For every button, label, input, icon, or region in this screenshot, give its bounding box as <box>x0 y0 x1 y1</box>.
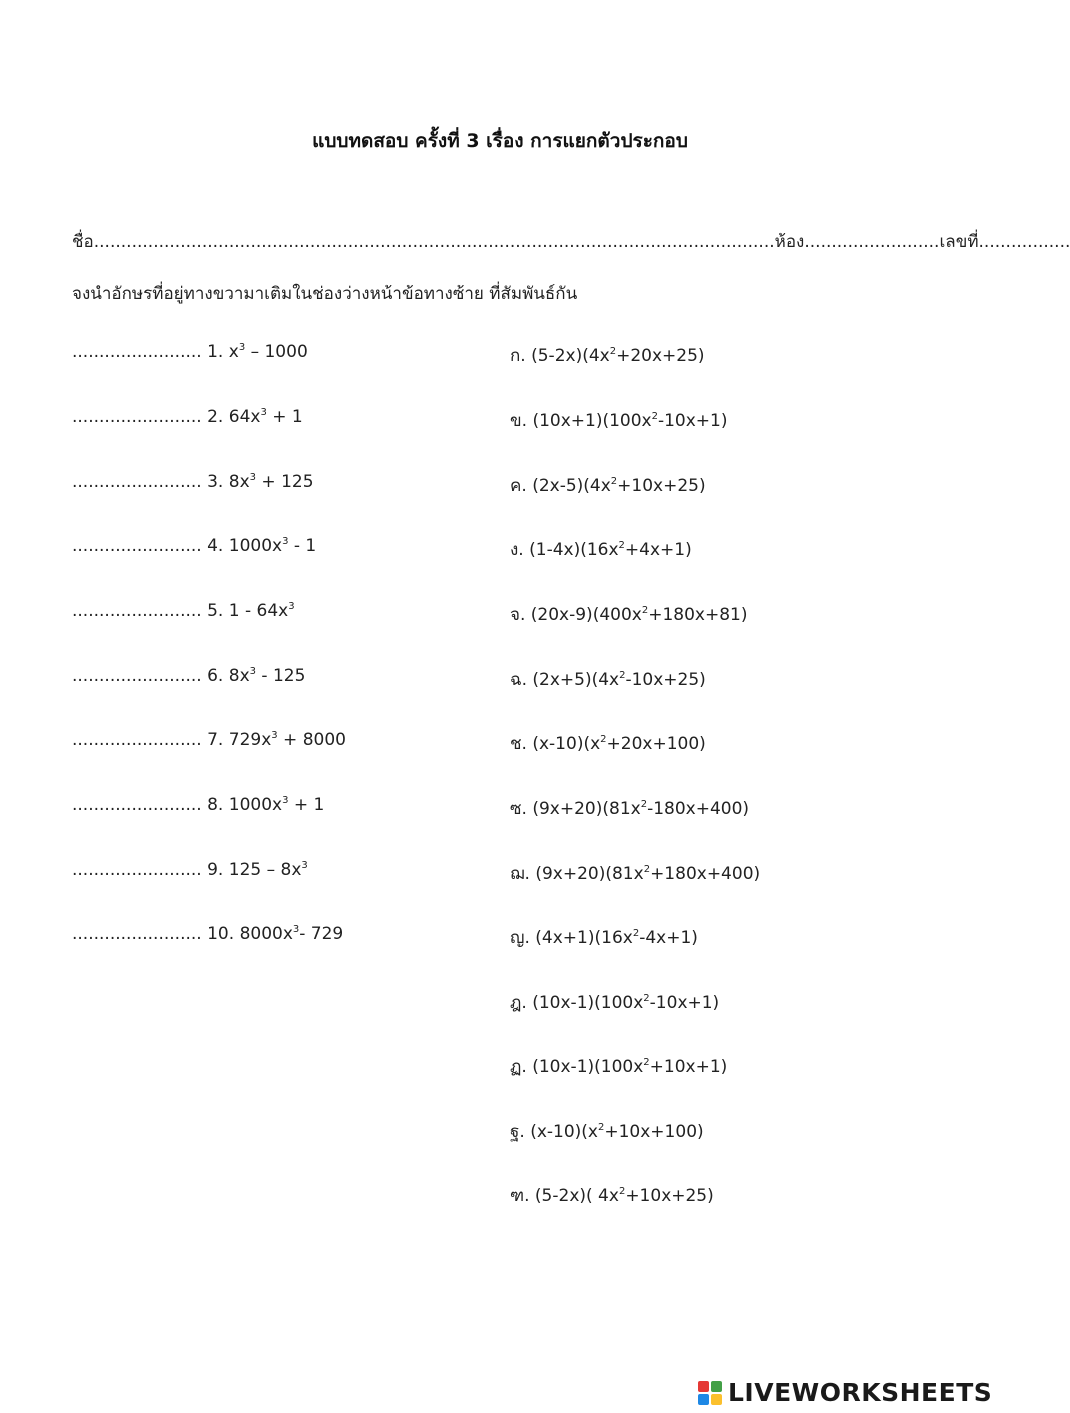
liveworksheets-logo <box>698 1378 992 1407</box>
question-number: 3. <box>207 472 224 492</box>
choice-expression: $(1-4x)(16x^2+4x+1)$ <box>529 540 692 560</box>
instruction-text: จงนำอักษรที่อยู่ทางขวามาเติมในช่องว่างหน้าข้อทางซ้าย ที่สัมพันธ์กัน <box>72 284 578 304</box>
question-item <box>72 601 295 621</box>
answer-choice <box>510 860 760 887</box>
answer-choice <box>510 1053 727 1080</box>
answer-blank[interactable]: ........................ <box>72 924 202 944</box>
answer-blank[interactable]: ........................ <box>72 407 202 427</box>
choice-letter: ค. <box>510 476 527 496</box>
room-label: ห้อง <box>774 232 805 252</box>
choice-expression: $(10x+1)(100x^2-10x+1)$ <box>532 411 728 431</box>
answer-choice <box>510 342 705 369</box>
question-number: 9. <box>207 860 224 880</box>
logo-square-blue <box>698 1394 709 1405</box>
answer-choice <box>510 795 749 822</box>
number-blank[interactable]: ................. <box>978 232 1070 252</box>
answer-blank[interactable]: ........................ <box>72 730 202 750</box>
choice-letter: ฌ. <box>510 864 530 884</box>
worksheet-title: แบบทดสอบ ครั้งที่ 3 เรื่อง การแยกตัวประกอบ <box>312 130 688 152</box>
question-item <box>72 860 308 880</box>
question-item <box>72 472 314 492</box>
answer-choice <box>510 666 706 693</box>
choice-letter: ฏ. <box>510 1057 527 1077</box>
room-blank[interactable]: ......................... <box>804 232 940 252</box>
choice-expression: $(5-2x)(4x^2+20x+25)$ <box>531 346 705 366</box>
answer-choice <box>510 1118 704 1145</box>
choice-expression: (5-2x)( $4x^2+10x+25$) <box>534 1186 714 1206</box>
answer-choice <box>510 730 706 757</box>
answer-blank[interactable]: ........................ <box>72 860 202 880</box>
answer-blank[interactable]: ........................ <box>72 536 202 556</box>
logo-square-red <box>698 1381 709 1392</box>
answer-choice <box>510 989 719 1016</box>
question-expression: $729x^3 + 8000$ <box>228 730 346 750</box>
choice-expression: $(4x+1)(16x^2-4x+1)$ <box>535 928 698 948</box>
question-item <box>72 924 343 944</box>
question-expression: $x^3 - 1000$ <box>228 342 308 362</box>
name-blank[interactable]: .............................................................................................................................. <box>93 232 775 252</box>
question-expression: $1 - 64x^3$ <box>228 601 295 621</box>
question-item <box>72 536 316 556</box>
answer-blank[interactable]: ........................ <box>72 472 202 492</box>
choice-letter: ข. <box>510 411 528 431</box>
answer-blank[interactable]: ........................ <box>72 342 202 362</box>
answer-choice <box>510 1182 714 1209</box>
choice-letter: ฐ. <box>510 1122 525 1142</box>
choice-expression: $(10x-1)(100x^2-10x+1)$ <box>532 993 720 1013</box>
choice-expression: $(2x+5)(4x^2-10x+25)$ <box>532 670 706 690</box>
choice-expression: $(2x-5)(4x^2+10x+25)$ <box>532 476 706 496</box>
question-expression: $1000x^3 + 1$ <box>228 795 325 815</box>
choice-expression: $(x-10)(x^2+10x+100)$ <box>530 1122 704 1142</box>
choice-letter: ญ. <box>510 928 530 948</box>
choice-letter: ฑ. <box>510 1186 530 1206</box>
logo-text: LIVEWORKSHEETS <box>728 1378 993 1407</box>
question-item <box>72 730 346 750</box>
question-number: 4. <box>207 536 224 556</box>
question-expression: $125 - 8x^3$ <box>228 860 308 880</box>
choice-expression: $(x-10)(x^2+20x+100)$ <box>532 734 706 754</box>
answer-blank[interactable]: ........................ <box>72 795 202 815</box>
answer-choice <box>510 407 728 434</box>
choice-letter: ฎ. <box>510 993 527 1013</box>
choice-expression: $(9x+20)(81x^2-180x+400)$ <box>532 799 750 819</box>
answer-blank[interactable]: ........................ <box>72 666 202 686</box>
number-label: เลขที่ <box>939 232 979 252</box>
answer-choice <box>510 924 698 951</box>
question-item <box>72 795 324 815</box>
question-number: 7. <box>207 730 224 750</box>
logo-square-yellow <box>711 1394 722 1405</box>
logo-square-green <box>711 1381 722 1392</box>
answer-blank[interactable]: ........................ <box>72 601 202 621</box>
question-item <box>72 342 308 362</box>
question-expression: $8x^3 - 125$ <box>228 666 306 686</box>
choice-letter: ฉ. <box>510 670 527 690</box>
choice-expression: $(9x+20)(81x^2+180x+400)$ <box>535 864 761 884</box>
question-expression: $8000x^3-$ 729 <box>239 924 344 944</box>
choice-letter: ซ. <box>510 799 527 819</box>
choice-letter: ก. <box>510 346 526 366</box>
question-expression: $64x^3 + 1$ <box>228 407 303 427</box>
question-number: 6. <box>207 666 224 686</box>
answer-choice <box>510 536 692 563</box>
question-number: 5. <box>207 601 224 621</box>
choice-expression: $(10x-1)(100x^2+10x+1)$ <box>532 1057 728 1077</box>
question-expression: $8x^3 + 125$ <box>228 472 314 492</box>
answer-choice <box>510 601 747 628</box>
choice-letter: จ. <box>510 605 526 625</box>
question-item <box>72 666 305 686</box>
question-number: 8. <box>207 795 224 815</box>
choice-expression: $(20x-9)(400x^2+180x+81)$ <box>530 605 748 625</box>
question-number: 1. <box>207 342 224 362</box>
answer-choice <box>510 472 706 499</box>
question-number: 10. <box>207 924 235 944</box>
student-info-line <box>72 228 1070 255</box>
logo-mark-icon <box>698 1381 722 1405</box>
question-item <box>72 407 303 427</box>
choice-letter: ช. <box>510 734 527 754</box>
question-number: 2. <box>207 407 224 427</box>
choice-letter: ง. <box>510 540 524 560</box>
name-label: ชื่อ <box>72 232 94 252</box>
question-expression: $1000x^3 - 1$ <box>228 536 317 556</box>
